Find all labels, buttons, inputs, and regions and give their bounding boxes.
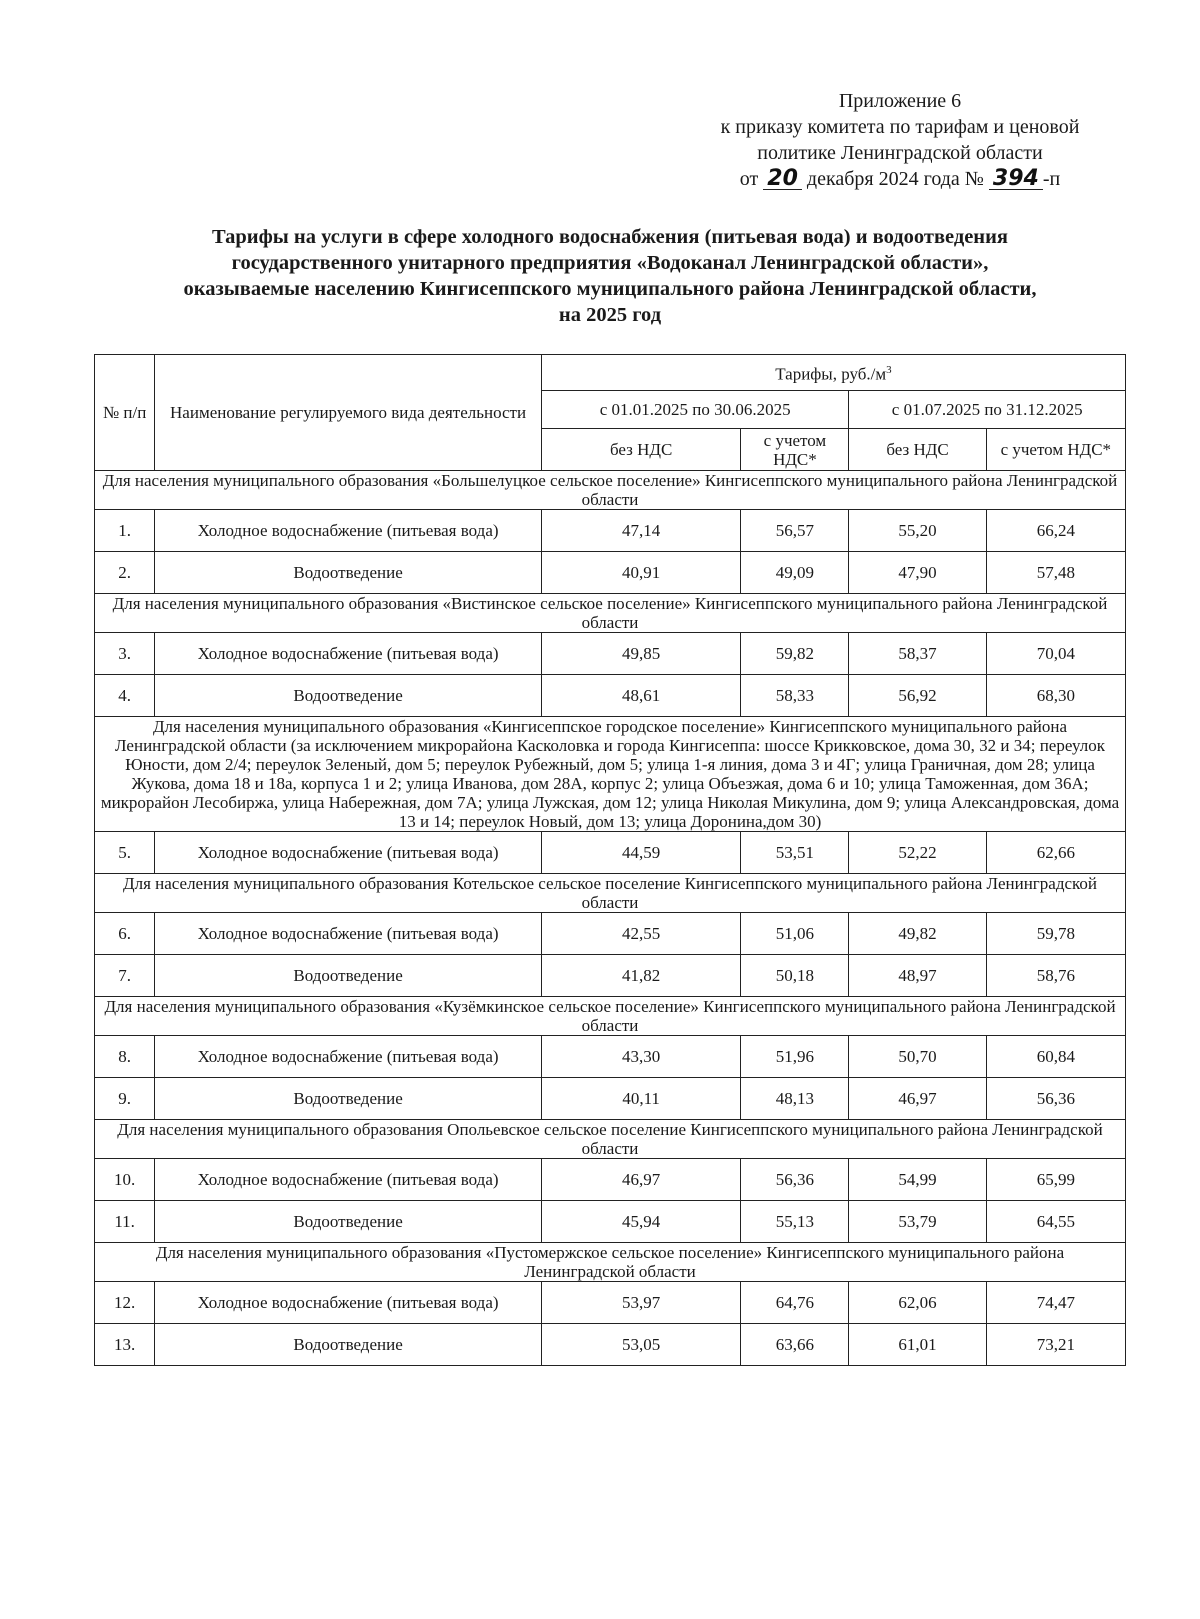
table-row [95, 675, 1126, 717]
table-row [95, 1201, 1126, 1243]
handwritten-day: 20 [763, 169, 802, 190]
value-jan-jun-no-vat: 40,11 [541, 1078, 741, 1120]
table-row [95, 1324, 1126, 1366]
value-jul-dec-with-vat: 57,48 [986, 552, 1125, 594]
row-name: Водоотведение [155, 1078, 542, 1120]
header-period-1: с 01.01.2025 по 30.06.2025 [541, 391, 849, 429]
row-name: Холодное водоснабжение (питьевая вода) [155, 1159, 542, 1201]
document-title [80, 224, 1140, 328]
header-period-2: с 01.07.2025 по 31.12.2025 [849, 391, 1126, 429]
appendix-title: Приложение 6 [838, 90, 962, 112]
table-row [95, 832, 1126, 874]
value-jul-dec-with-vat: 65,99 [986, 1159, 1125, 1201]
header-with-vat-2: с учетом НДС* [986, 429, 1125, 471]
row-number: 8. [95, 1036, 155, 1078]
value-jan-jun-no-vat: 43,30 [541, 1036, 741, 1078]
row-name: Холодное водоснабжение (питьевая вода) [155, 913, 542, 955]
header-tariffs-sup: 3 [886, 364, 892, 377]
table-row [95, 510, 1126, 552]
value-jul-dec-with-vat: 68,30 [986, 675, 1125, 717]
row-number: 5. [95, 832, 155, 874]
appendix-from: от [739, 168, 759, 190]
row-name: Холодное водоснабжение (питьевая вода) [155, 832, 542, 874]
row-number: 11. [95, 1201, 155, 1243]
value-jan-jun-no-vat: 49,85 [541, 633, 741, 675]
row-name: Водоотведение [155, 552, 542, 594]
section-row [95, 997, 1126, 1036]
header-no-vat-1: без НДС [541, 429, 741, 471]
title-line-1: Тарифы на услуги в сфере холодного водоснабжения (питьевая вода) и водоотведения [211, 226, 1009, 248]
title-line-3: оказываемые населению Кингисеппского муниципального района Ленинградской области, [183, 278, 1037, 300]
value-jul-dec-no-vat: 55,20 [849, 510, 986, 552]
row-number: 10. [95, 1159, 155, 1201]
table-row [95, 552, 1126, 594]
row-number: 13. [95, 1324, 155, 1366]
value-jul-dec-no-vat: 47,90 [849, 552, 986, 594]
appendix-suffix: -п [1042, 168, 1061, 190]
section-row [95, 874, 1126, 913]
row-number: 7. [95, 955, 155, 997]
table-row [95, 1282, 1126, 1324]
value-jan-jun-no-vat: 47,14 [541, 510, 741, 552]
header-num: № п/п [95, 355, 155, 471]
appendix-order-line: к приказу комитета по тарифам и ценовой [720, 116, 1080, 138]
section-title: Для населения муниципального образования «Пустомержское сельское поселение» Кингисеппского муниципального района Ленинградской области [95, 1243, 1126, 1282]
value-jan-jun-with-vat: 48,13 [741, 1078, 849, 1120]
value-jul-dec-no-vat: 61,01 [849, 1324, 986, 1366]
row-number: 2. [95, 552, 155, 594]
appendix-month-year: декабря 2024 года № [806, 168, 984, 190]
value-jul-dec-with-vat: 66,24 [986, 510, 1125, 552]
table-row [95, 1078, 1126, 1120]
row-number: 9. [95, 1078, 155, 1120]
row-name: Водоотведение [155, 1201, 542, 1243]
value-jul-dec-with-vat: 70,04 [986, 633, 1125, 675]
table-row [95, 1159, 1126, 1201]
value-jul-dec-with-vat: 58,76 [986, 955, 1125, 997]
row-name: Холодное водоснабжение (питьевая вода) [155, 510, 542, 552]
value-jan-jun-no-vat: 41,82 [541, 955, 741, 997]
row-name: Водоотведение [155, 1324, 542, 1366]
value-jan-jun-with-vat: 53,51 [741, 832, 849, 874]
value-jan-jun-no-vat: 40,91 [541, 552, 741, 594]
row-name: Холодное водоснабжение (питьевая вода) [155, 1036, 542, 1078]
row-name: Водоотведение [155, 955, 542, 997]
value-jan-jun-with-vat: 51,06 [741, 913, 849, 955]
section-row [95, 1120, 1126, 1159]
value-jul-dec-with-vat: 60,84 [986, 1036, 1125, 1078]
value-jan-jun-with-vat: 59,82 [741, 633, 849, 675]
value-jul-dec-with-vat: 73,21 [986, 1324, 1125, 1366]
section-title: Для населения муниципального образования Котельское сельское поселение Кингисеппского муниципального района Ленинградской области [95, 874, 1126, 913]
table-row [95, 913, 1126, 955]
value-jul-dec-with-vat: 59,78 [986, 913, 1125, 955]
section-title: Для населения муниципального образования «Кингисеппское городское поселение» Кингисеппского муниципального района Ленинградской области (за исключением микрорайона Касколовка и города Кингисеппа: шоссе Крикковское, дома 30, 32 и 34; переулок Юности, дом 2/4; переулок Зеленый, дом 5; переулок Рубежный, дом 5; улица 1-я линия, дома 3 и 4Г; улица Граничная, дом 28; улица Жукова, дома 18 и 18а, корпуса 1 и 2; улица Иванова, дом 28А, корпус 2; улица Объезжая, дома 6 и 10; улица Таможенная, дом 36А; микрорайон Лесобиржа, улица Набережная, дом 7А; улица Лужская, дом 12; улица Николая Микулина, дом 9; улица Александровская, дома 13 и 14; переулок Новый, дом 13; улица Доронина,дом 30) [95, 717, 1126, 832]
appendix-block [660, 88, 1140, 192]
title-line-2: государственного унитарного предприятия «Водоканал Ленинградской области», [231, 252, 989, 274]
table-row [95, 633, 1126, 675]
value-jan-jun-with-vat: 56,36 [741, 1159, 849, 1201]
handwritten-number: 394 [989, 169, 1043, 190]
tariffs-table [94, 354, 1126, 1366]
row-number: 12. [95, 1282, 155, 1324]
title-line-4: на 2025 год [558, 304, 662, 326]
header-with-vat-1: с учетом НДС* [741, 429, 849, 471]
section-row [95, 1243, 1126, 1282]
value-jan-jun-no-vat: 46,97 [541, 1159, 741, 1201]
section-title: Для населения муниципального образования «Кузёмкинское сельское поселение» Кингисеппского муниципального района Ленинградской области [95, 997, 1126, 1036]
row-number: 1. [95, 510, 155, 552]
value-jan-jun-no-vat: 53,97 [541, 1282, 741, 1324]
row-number: 6. [95, 913, 155, 955]
value-jan-jun-with-vat: 51,96 [741, 1036, 849, 1078]
appendix-date-line [660, 166, 1140, 192]
header-no-vat-2: без НДС [849, 429, 986, 471]
value-jul-dec-no-vat: 48,97 [849, 955, 986, 997]
header-tariffs-label: Тарифы, руб./м [775, 364, 887, 384]
header-name: Наименование регулируемого вида деятельности [155, 355, 542, 471]
value-jul-dec-no-vat: 62,06 [849, 1282, 986, 1324]
value-jul-dec-no-vat: 52,22 [849, 832, 986, 874]
value-jan-jun-no-vat: 44,59 [541, 832, 741, 874]
value-jan-jun-no-vat: 48,61 [541, 675, 741, 717]
value-jan-jun-with-vat: 64,76 [741, 1282, 849, 1324]
section-title: Для населения муниципального образования Опольевское сельское поселение Кингисеппского муниципального района Ленинградской области [95, 1120, 1126, 1159]
value-jan-jun-with-vat: 55,13 [741, 1201, 849, 1243]
value-jan-jun-with-vat: 56,57 [741, 510, 849, 552]
value-jul-dec-no-vat: 50,70 [849, 1036, 986, 1078]
value-jan-jun-with-vat: 49,09 [741, 552, 849, 594]
row-number: 3. [95, 633, 155, 675]
appendix-committee-line: политике Ленинградской области [757, 142, 1043, 164]
section-row [95, 471, 1126, 510]
value-jul-dec-no-vat: 58,37 [849, 633, 986, 675]
value-jul-dec-with-vat: 56,36 [986, 1078, 1125, 1120]
value-jul-dec-no-vat: 53,79 [849, 1201, 986, 1243]
value-jan-jun-no-vat: 45,94 [541, 1201, 741, 1243]
header-tariffs [541, 355, 1125, 391]
row-name: Водоотведение [155, 675, 542, 717]
section-row [95, 594, 1126, 633]
value-jul-dec-no-vat: 49,82 [849, 913, 986, 955]
value-jul-dec-with-vat: 74,47 [986, 1282, 1125, 1324]
value-jan-jun-with-vat: 50,18 [741, 955, 849, 997]
value-jul-dec-no-vat: 54,99 [849, 1159, 986, 1201]
value-jul-dec-no-vat: 56,92 [849, 675, 986, 717]
table-row [95, 955, 1126, 997]
table-header [95, 355, 1126, 471]
table-body [95, 471, 1126, 1366]
table-row [95, 1036, 1126, 1078]
value-jul-dec-no-vat: 46,97 [849, 1078, 986, 1120]
value-jan-jun-no-vat: 42,55 [541, 913, 741, 955]
value-jan-jun-with-vat: 58,33 [741, 675, 849, 717]
value-jan-jun-with-vat: 63,66 [741, 1324, 849, 1366]
section-title: Для населения муниципального образования «Большелуцкое сельское поселение» Кингисеппского муниципального района Ленинградской области [95, 471, 1126, 510]
value-jul-dec-with-vat: 64,55 [986, 1201, 1125, 1243]
row-name: Холодное водоснабжение (питьевая вода) [155, 1282, 542, 1324]
row-name: Холодное водоснабжение (питьевая вода) [155, 633, 542, 675]
row-number: 4. [95, 675, 155, 717]
section-row [95, 717, 1126, 832]
section-title: Для населения муниципального образования «Вистинское сельское поселение» Кингисеппского муниципального района Ленинградской области [95, 594, 1126, 633]
value-jul-dec-with-vat: 62,66 [986, 832, 1125, 874]
value-jan-jun-no-vat: 53,05 [541, 1324, 741, 1366]
